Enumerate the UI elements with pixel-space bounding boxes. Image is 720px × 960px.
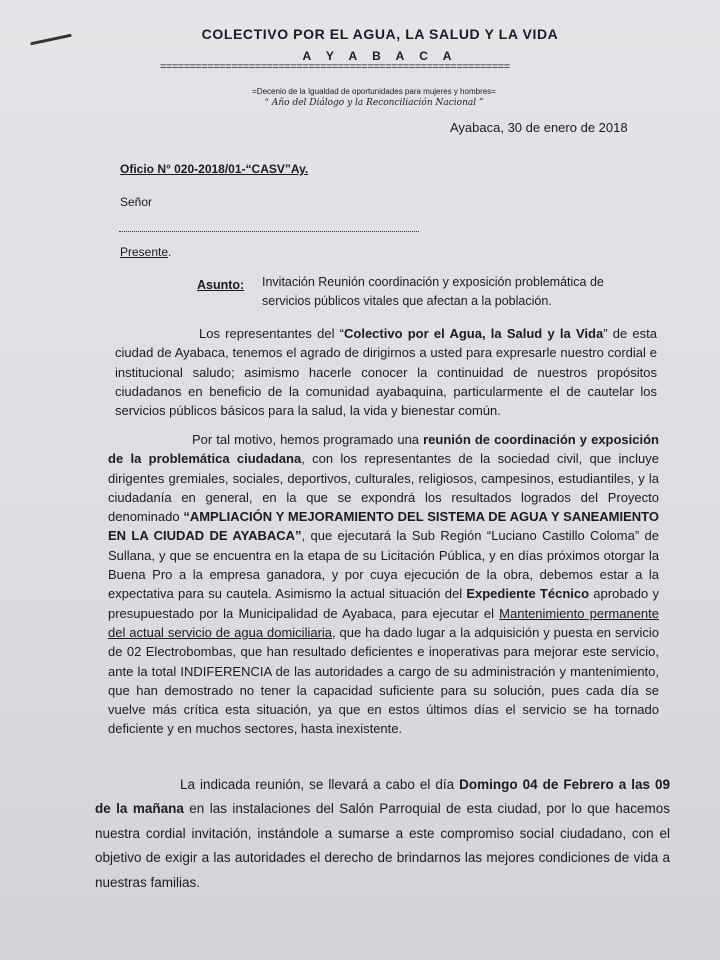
oficio-number: Oficio N° 020-2018/01-“CASV”Ay. [120,162,309,176]
salutation: Señor [120,195,153,209]
para1-text-2: ” de esta ciudad de Ayabaca, tenemos el agrado de dirigirnos a usted para expresarle nuestro cordial e institucional saludo; asimismo hacerle conocer la continuidad de nuestros propósitos ciudadanos en beneficio de la comunidad ayabaquina, particularmente el de cautelar los servicios públicos básicos para la salud, la vida y bienestar común. [115,326,657,419]
recipient-dotted-line [119,229,419,232]
paragraph-3 [95,773,670,895]
presente-dot: . [168,245,172,259]
para1-bold-1: Colectivo por el Agua, la Salud y la Vida [344,326,604,341]
presente-label: Presente [120,245,169,259]
paragraph-1 [115,324,657,420]
asunto-text: Invitación Reunión coordinación y exposición problemática de servicios públicos vitales que afectan a la población. [262,275,604,308]
para3-text-1: La indicada reunión, se llevará a cabo el día [180,777,460,792]
para2-bold-2: “AMPLIACIÓN Y MEJORAMIENTO DEL SISTEMA DE AGUA Y SANEAMIENTO EN LA CIUDAD DE AYABACA” [108,509,659,544]
para3-text-2: en las instalaciones del Salón Parroquial de esta ciudad, por lo que hacemos nuestra cordial invitación, instándole a sumarse a este compromiso social ciudadano, con el objetivo de exigir a las autoridades el derecho de brindarnos las mejores condiciones de vida a nuestras familias. [95,801,670,890]
letter-date: Ayabaca, 30 de enero de 2018 [450,120,628,135]
organization-city: A Y A B A C A [302,49,458,63]
asunto-label: Asunto: [197,278,245,292]
para2-text-5: , que ha dado lugar a la adquisición y puesta en servicio de 02 Electrobombas, que han resultado deficientes e inoperativas para mejorar este servicio, ante la total INDIFERENCIA de las autoridades a cargo de su administración y mantenimiento, que han demostrado no tener la capacidad suficiente para su solución, pues cada día se vuelve más crítica esta situación, ya que en estos últimos días el servicio se ha tornado deficiente y en muchos sectores, hasta inexistente. [108,624,660,737]
para2-text-1: Por tal motivo, hemos programado una [192,432,424,447]
year-motto: “ Año del Diálogo y la Reconciliación Nacional ” [264,98,484,108]
presente [120,245,171,259]
decade-motto: =Decenio de la Igualdad de oportunidades para mujeres y hombres= [252,87,496,96]
para1-text-1: Los representantes del “ [199,326,345,341]
para3-bold-1: Domingo 04 de Febrero a las 09 de la mañana [95,777,670,817]
para2-text-3: , que ejecutará la Sub Región “Luciano Castillo Coloma” de Sullana, y que se encuentra en la etapa de su Licitación Pública, y en días próximos otorgar la Buena Pro a la empresa ganadora, y por cuya ejecución de la obra, debemos estar a la expectativa para su cautela. Asimismo la actual situación del [108,528,659,602]
para2-underline-1: Mantenimiento permanente del actual servicio de agua domiciliaria [108,605,660,640]
paragraph-2 [108,430,659,739]
para2-bold-1: reunión de coordinación y exposición de la problemática ciudadana [108,432,659,467]
para2-text-2: , con los representantes de la sociedad civil, que incluye dirigentes gremiales, sociales, deportivos, culturales, religiosos, campesinos, estudiantiles, y la ciudadanía en general, en la que se expondrá los resultados logrados del Proyecto denominado [108,451,660,525]
header-rule: =========================================================== [160,61,510,73]
para2-text-4: aprobado y presupuestado por la Municipalidad de Ayabaca, para ejecutar el [108,586,659,621]
organization-name: COLECTIVO POR EL AGUA, LA SALUD Y LA VIDA [201,26,559,42]
para2-bold-3: Expediente Técnico [466,586,590,602]
